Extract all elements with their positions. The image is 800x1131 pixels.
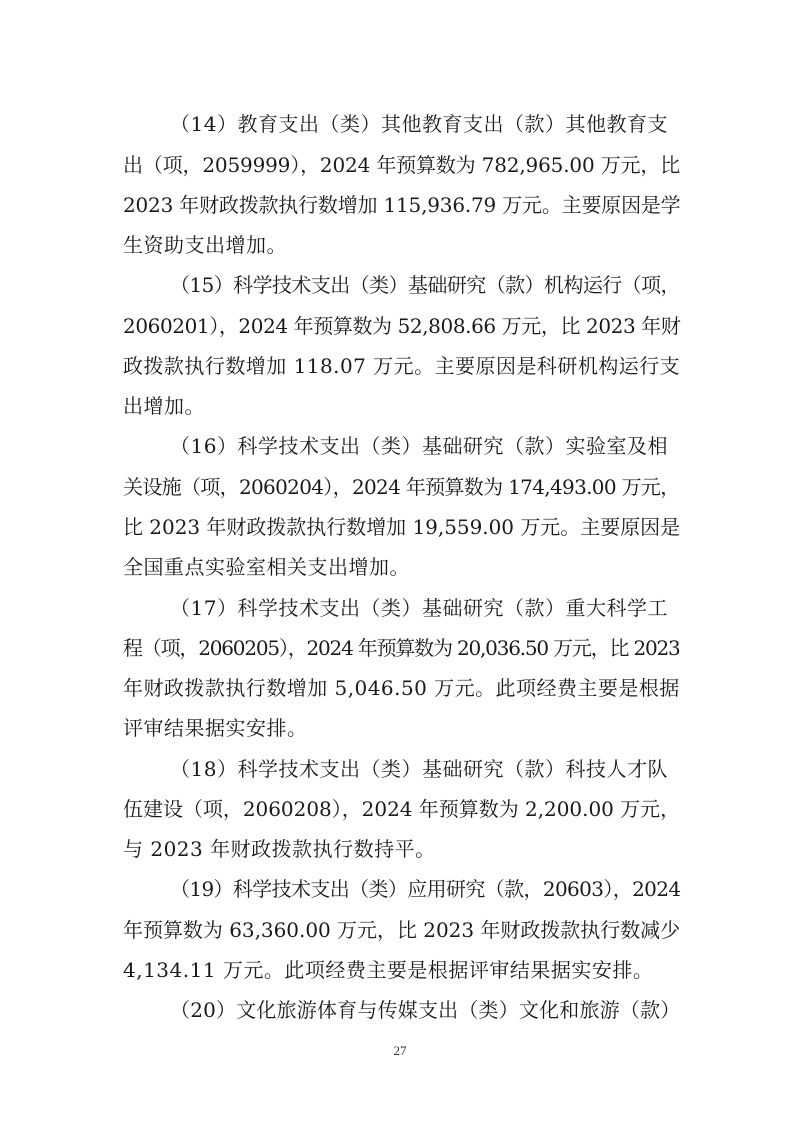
paragraph-17-line-4: 评审结果据实安排。 bbox=[123, 716, 308, 740]
paragraph-14-line-4: 生资助支出增加。 bbox=[123, 233, 287, 257]
paragraph-18-line-1: （18）科学技术支出（类）基础研究（款）科技人才队 bbox=[170, 757, 668, 781]
paragraph-16-line-3: 比 2023 年财政拨款执行数增加 19,559.00 万元。主要原因是 bbox=[123, 515, 681, 539]
paragraph-14-line-1: （14）教育支出（类）其他教育支出（款）其他教育支 bbox=[170, 112, 668, 136]
paragraph-18-line-2: 伍建设（项，2060208），2024 年预算数为 2,200.00 万元， bbox=[123, 797, 681, 821]
paragraph-19-line-2: 年预算数为 63,360.00 万元，比 2023 年财政拨款执行数减少 bbox=[123, 918, 681, 942]
paragraph-14-line-2: 出（项，2059999），2024 年预算数为 782,965.00 万元，比 bbox=[123, 153, 681, 177]
paragraph-15-line-1: （15）科学技术支出（类）基础研究（款）机构运行（项， bbox=[170, 273, 680, 297]
paragraph-16-line-4: 全国重点实验室相关支出增加。 bbox=[123, 555, 410, 579]
paragraph-17-line-1: （17）科学技术支出（类）基础研究（款）重大科学工 bbox=[170, 596, 668, 620]
paragraph-15-line-2: 2060201），2024 年预算数为 52,808.66 万元，比 2023 年财 bbox=[123, 314, 681, 338]
paragraph-16-line-1: （16）科学技术支出（类）基础研究（款）实验室及相 bbox=[170, 434, 668, 458]
paragraph-14-line-3: 2023 年财政拨款执行数增加 115,936.79 万元。主要原因是学 bbox=[123, 193, 681, 217]
paragraph-18-line-3: 与 2023 年财政拨款执行数持平。 bbox=[123, 837, 436, 861]
paragraph-15-line-4: 出增加。 bbox=[123, 394, 205, 418]
paragraph-16-line-2: 关设施（项，2060204），2024 年预算数为 174,493.00 万元， bbox=[123, 475, 680, 499]
paragraph-19-line-1: （19）科学技术支出（类）应用研究（款，20603），2024 bbox=[170, 877, 681, 901]
page-number: 27 bbox=[393, 1043, 407, 1058]
paragraph-17-line-3: 年财政拨款执行数增加 5,046.50 万元。此项经费主要是根据 bbox=[123, 676, 680, 700]
paragraph-20-line-1: （20）文化旅游体育与传媒支出（类）文化和旅游（款） bbox=[170, 998, 681, 1022]
paragraph-17-line-2: 程（项，2060205），2024 年预算数为 20,036.50 万元，比 2023 bbox=[123, 636, 680, 660]
paragraph-15-line-3: 政拨款执行数增加 118.07 万元。主要原因是科研机构运行支 bbox=[123, 354, 681, 378]
paragraph-19-line-3: 4,134.11 万元。此项经费主要是根据评审结果据实安排。 bbox=[123, 958, 654, 982]
